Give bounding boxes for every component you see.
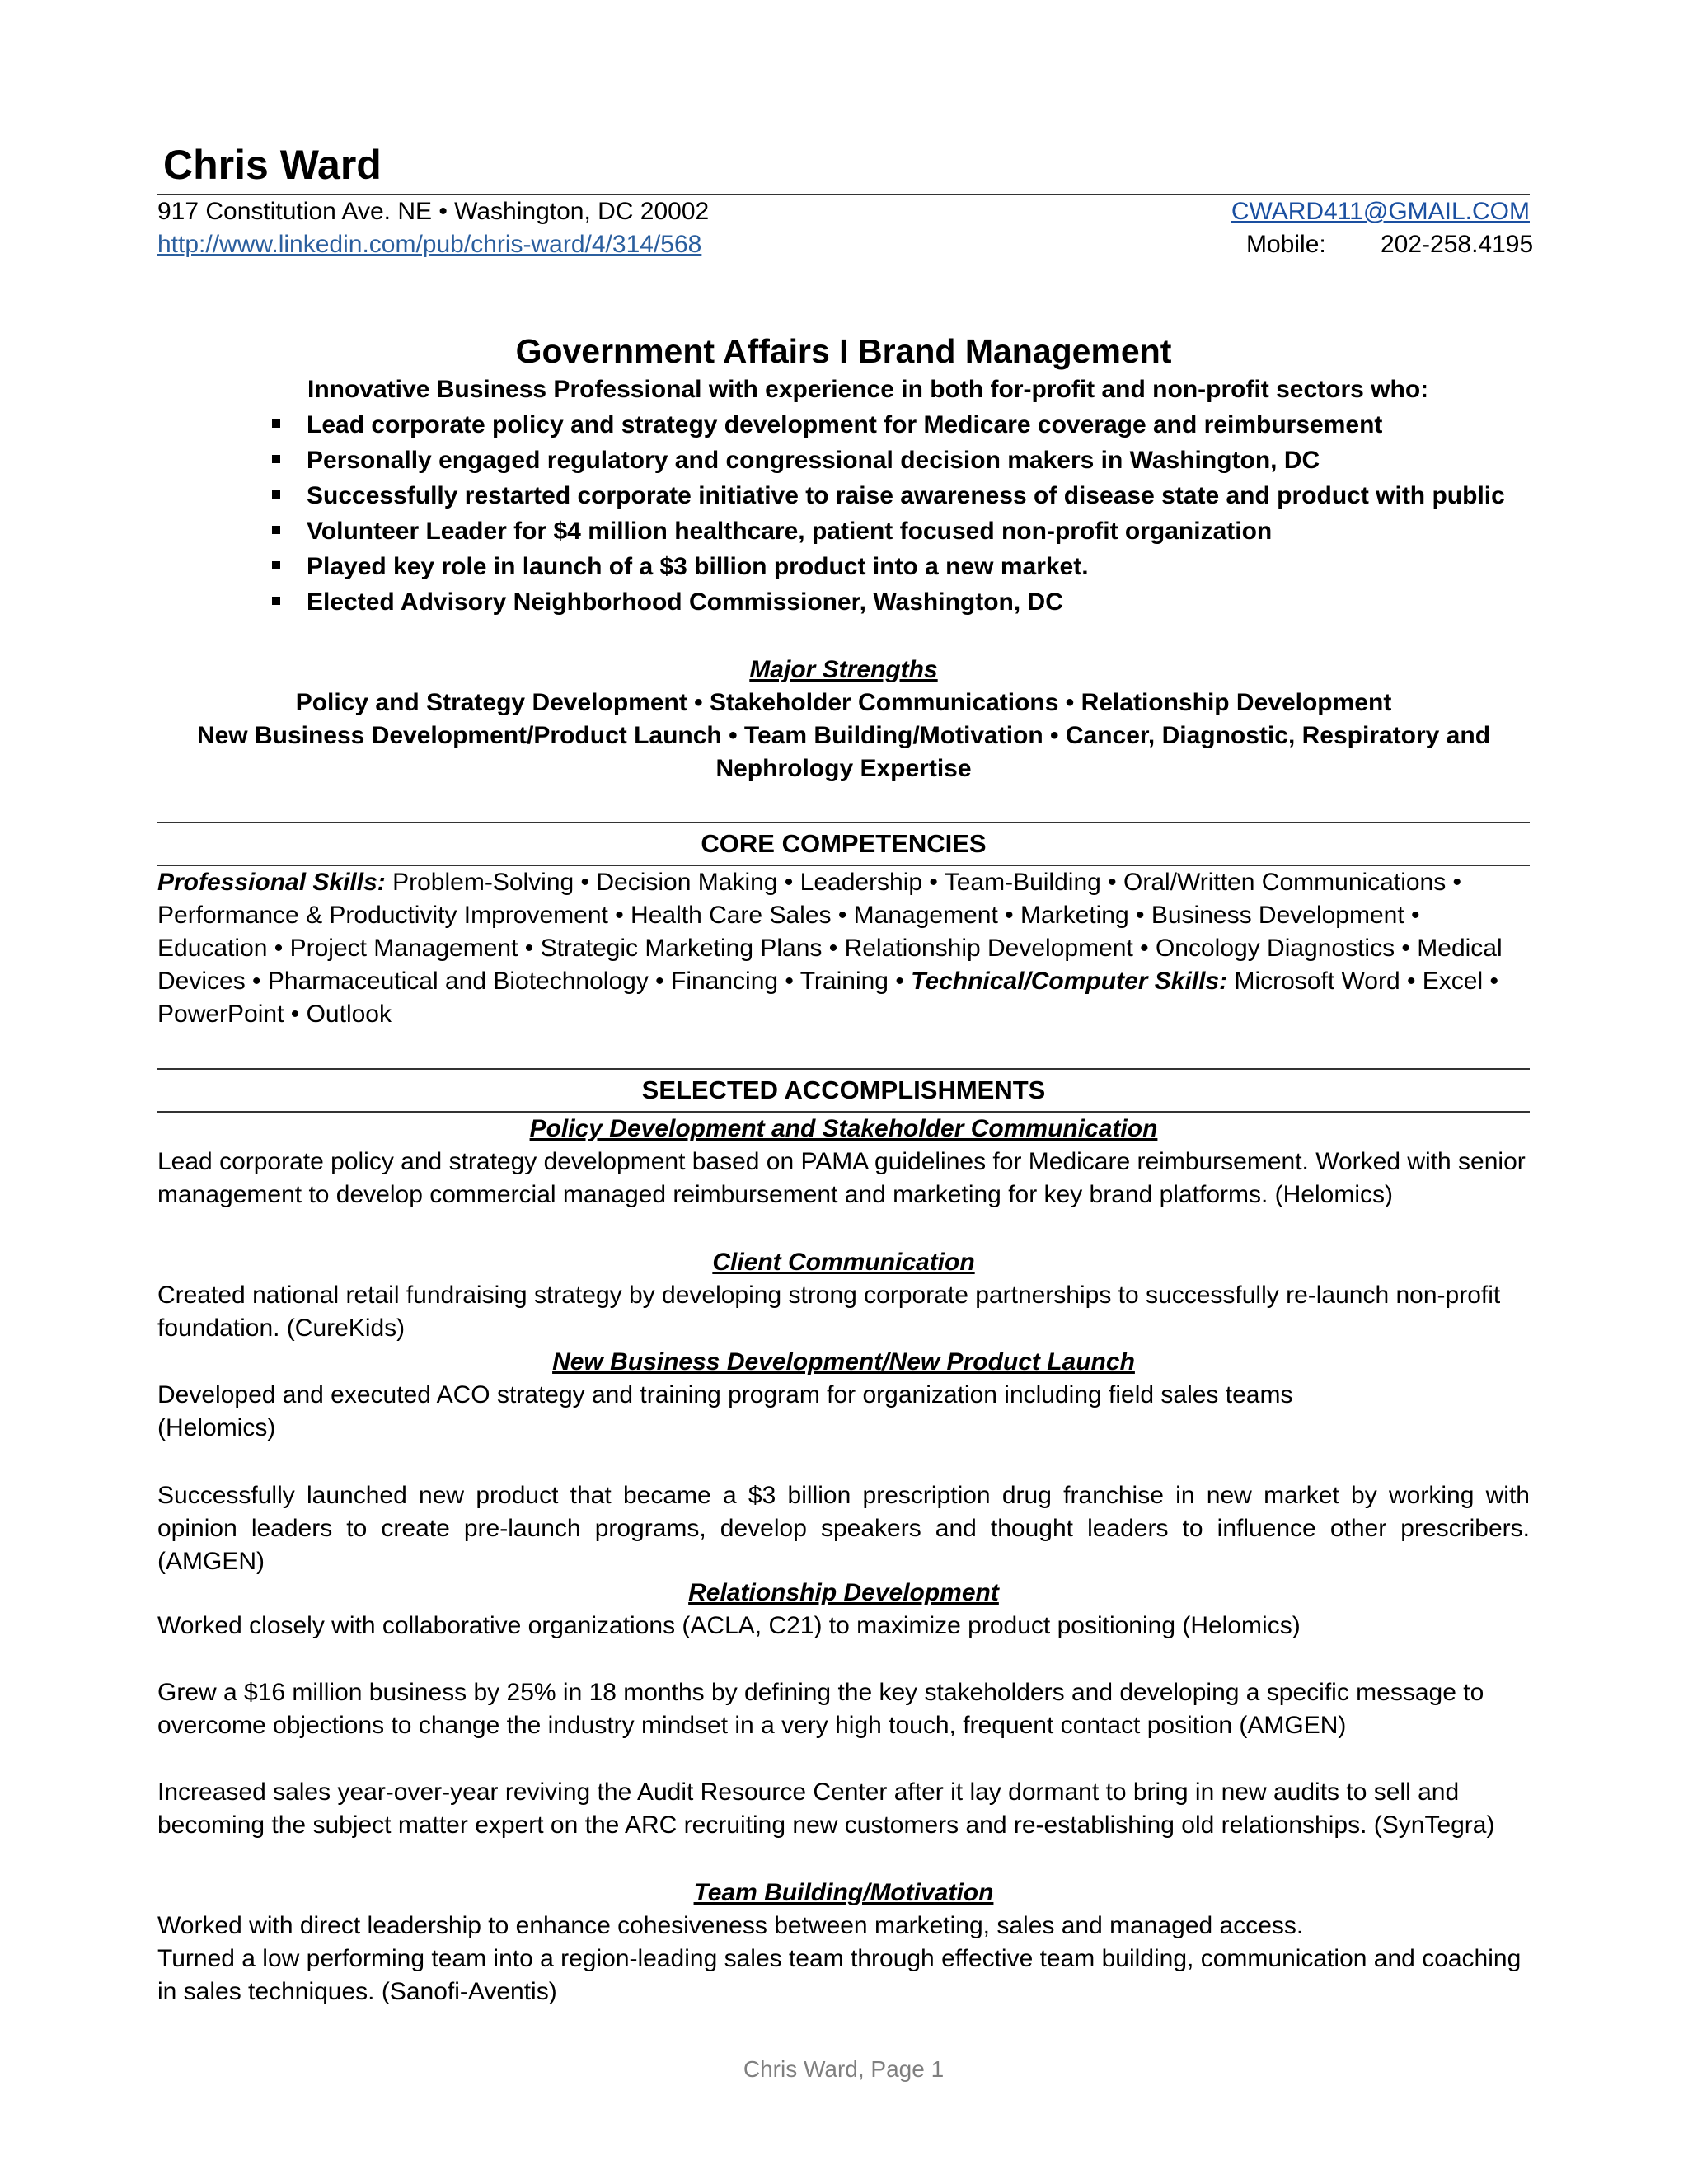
newbiz-text-1-line-2: (Helomics) [157, 1414, 276, 1441]
strengths-line-2: New Business Development/Product Launch • Team Building/Motivation • Cancer, Diagnostic, Respiratory and [196, 722, 1491, 749]
square-bullet-icon [272, 597, 280, 605]
mobile-label: Mobile: [1246, 231, 1326, 258]
policy-heading: Policy Development and Stakeholder Communication [529, 1115, 1158, 1142]
relationship-text-2: Grew a $16 million business by 25% in 18 months by defining the key stakeholders and developing a specific message to overcome objections to change the industry mindset in a very high touch, frequent contact position (AMGEN) [157, 1679, 1484, 1739]
team-text-2: Turned a low performing team into a region-leading sales team through effective team building, communication and coaching in sales techniques. (Sanofi-Aventis) [157, 1945, 1522, 2005]
headline-title: Government Affairs I Brand Management [515, 332, 1172, 370]
email-link[interactable]: CWARD411@GMAIL.COM [1231, 198, 1530, 225]
accomplishments-heading: SELECTED ACCOMPLISHMENTS [641, 1076, 1046, 1104]
summary-bullet: Personally engaged regulatory and congressional decision makers in Washington, DC [307, 443, 1505, 478]
relationship-text-1: Worked closely with collaborative organizations (ACLA, C21) to maximize product positioning (Helomics) [157, 1612, 1301, 1639]
competencies-top-rule [157, 822, 1530, 823]
team-heading: Team Building/Motivation [693, 1879, 994, 1906]
relationship-text-3: Increased sales year-over-year reviving the Audit Resource Center after it lay dormant to bring in new audits to sell and becoming the subject matter expert on the ARC recruiting new customers and re-establishing old relationships. (SynTegra) [157, 1779, 1495, 1839]
summary-bullet-list [307, 407, 1505, 620]
linkedin-link[interactable]: http://www.linkedin.com/pub/chris-ward/4/314/568 [157, 231, 702, 258]
client-text: Created national retail fundraising strategy by developing strong corporate partnerships to successfully re-launch non-profit foundation. (CureKids) [157, 1282, 1501, 1342]
square-bullet-icon [272, 419, 280, 428]
candidate-name: Chris Ward [163, 142, 382, 188]
client-heading: Client Communication [712, 1249, 975, 1276]
competencies-heading: CORE COMPETENCIES [701, 829, 987, 858]
newbiz-text-1-line-1: Developed and executed ACO strategy and training program for organization including field sales teams [157, 1381, 1293, 1408]
mobile-number: 202-258.4195 [1381, 231, 1534, 258]
newbiz-heading: New Business Development/New Product Launch [552, 1348, 1135, 1376]
summary-bullet: Elected Advisory Neighborhood Commissioner, Washington, DC [307, 584, 1505, 620]
page-footer: Chris Ward, Page 1 [743, 2056, 945, 2082]
team-text-1: Worked with direct leadership to enhance cohesiveness between marketing, sales and managed access. [157, 1912, 1304, 1939]
summary-bullet: Played key role in launch of a $3 billion product into a new market. [307, 549, 1505, 584]
square-bullet-icon [272, 455, 280, 463]
summary-bullet: Successfully restarted corporate initiative to raise awareness of disease state and product with public [307, 478, 1505, 513]
strengths-line-3: Nephrology Expertise [715, 755, 972, 782]
square-bullet-icon [272, 526, 280, 534]
newbiz-text-2: Successfully launched new product that became a $3 billion prescription drug franchise in new market by working with opinion leaders to create pre-launch programs, develop speakers and thought leaders to influence other prescribers. (AMGEN) [157, 1482, 1530, 1575]
accomplishments-top-rule [157, 1068, 1530, 1070]
address: 917 Constitution Ave. NE • Washington, DC 20002 [157, 198, 710, 225]
relationship-heading: Relationship Development [688, 1579, 999, 1606]
strengths-line-1: Policy and Strategy Development • Stakeholder Communications • Relationship Development [295, 689, 1392, 716]
square-bullet-icon [272, 561, 280, 569]
summary-bullet: Lead corporate policy and strategy development for Medicare coverage and reimbursement [307, 407, 1505, 443]
competencies-text: Professional Skills: Problem-Solving • Decision Making • Leadership • Team-Building • Oral/Written Communications • Performance & Productivity Improvement • Health Care Sales • Management • Marketing • Business Development • Education • Project Management • Strategic Marketing Plans • Relationship Development • Oncology Diagnostics • Medical Devices • Pharmaceutical and Biotechnology • Financing • Training • Technical/Computer Skills: Microsoft Word • Excel • PowerPoint • Outlook [157, 869, 1503, 1028]
summary-bullet: Volunteer Leader for $4 million healthcare, patient focused non-profit organization [307, 513, 1505, 549]
strengths-heading: Major Strengths [749, 656, 938, 683]
summary-intro: Innovative Business Professional with experience in both for-profit and non-profit sectors who: [307, 376, 1429, 403]
square-bullet-icon [272, 490, 280, 499]
policy-text: Lead corporate policy and strategy development based on PAMA guidelines for Medicare reimbursement. Worked with senior management to develop commercial managed reimbursement and marketing for key brand platforms. (Helomics) [157, 1148, 1526, 1208]
